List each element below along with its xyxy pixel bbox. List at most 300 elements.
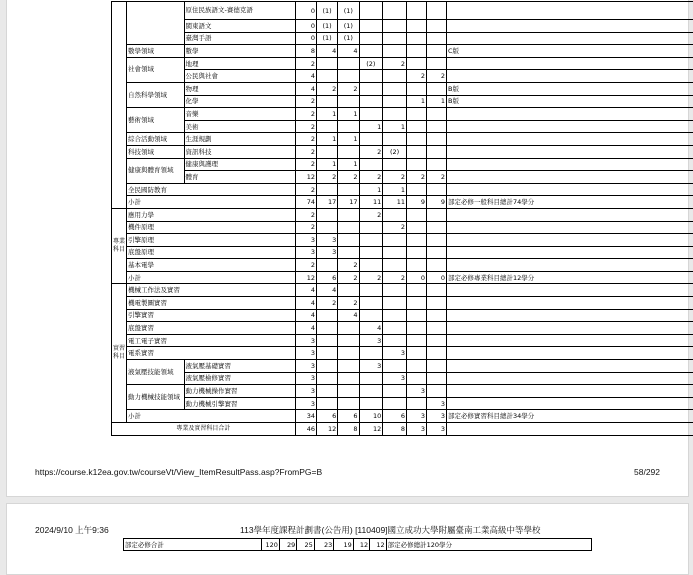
domain-cell: 機電製圖實習 [127, 297, 296, 310]
domain-cell: 科技領域 [127, 145, 185, 158]
subject-cell: 液氣壓檢修實習 [184, 372, 295, 385]
credit-cell [338, 234, 359, 247]
domain-cell: 全民國防教育 [127, 183, 296, 196]
note-cell [447, 171, 693, 184]
subject-cell: 動力機械引擎實習 [184, 397, 295, 410]
credit-cell [383, 246, 407, 259]
note-cell [447, 360, 693, 373]
credit-cell: 2 [295, 57, 316, 70]
table-cell: 12 [370, 539, 386, 551]
credit-cell: 2 [295, 259, 316, 272]
total-table [111, 538, 592, 551]
credit-cell: 4 [295, 322, 316, 335]
credit-cell [407, 133, 427, 146]
note-cell [447, 2, 693, 20]
table-row [112, 385, 693, 398]
credit-cell: 3 [295, 246, 316, 259]
credit-cell [338, 334, 359, 347]
credit-cell: 12 [295, 271, 316, 284]
subject-cell: 地理 [184, 57, 295, 70]
credit-cell [338, 120, 359, 133]
table-row [112, 410, 693, 423]
credit-cell [338, 372, 359, 385]
credit-cell [407, 57, 427, 70]
credit-cell: 2 [295, 183, 316, 196]
note-cell [447, 297, 693, 310]
credit-cell [407, 297, 427, 310]
credit-cell [338, 208, 359, 221]
credit-cell [359, 372, 383, 385]
credit-cell [383, 334, 407, 347]
pdf-page-58 [6, 0, 689, 497]
credit-cell [407, 284, 427, 297]
category-cell: 專業科目 [112, 208, 127, 284]
table-row [112, 196, 693, 209]
credit-cell: 2 [295, 158, 316, 171]
credit-cell [338, 70, 359, 83]
credit-cell: 1 [359, 183, 383, 196]
credit-cell [427, 45, 447, 58]
domain-cell: 小計 [127, 410, 296, 423]
credit-cell [427, 145, 447, 158]
credit-cell [338, 347, 359, 360]
credit-cell [383, 32, 407, 45]
credit-cell: 4 [295, 70, 316, 83]
credit-cell [338, 360, 359, 373]
credit-cell [338, 246, 359, 259]
table-row [112, 372, 693, 385]
table-row [112, 234, 693, 247]
table-row [112, 297, 693, 310]
credit-cell [383, 322, 407, 335]
subject-cell: 動力機械操作實習 [184, 385, 295, 398]
domain-cell: 引擎實習 [127, 309, 296, 322]
credit-cell: 3 [317, 234, 338, 247]
credit-cell [383, 284, 407, 297]
credit-cell: 2 [338, 82, 359, 95]
domain-cell: 小計 [127, 196, 296, 209]
credit-cell [383, 360, 407, 373]
table-row [112, 20, 693, 33]
credit-cell: 0 [427, 271, 447, 284]
table-row [112, 158, 693, 171]
credit-cell: 74 [295, 196, 316, 209]
credit-cell [359, 32, 383, 45]
pdf-page-59 [6, 503, 689, 575]
credit-cell [359, 397, 383, 410]
credit-cell: (1) [338, 32, 359, 45]
domain-cell: 數學領域 [127, 45, 185, 58]
table-cell: 25 [297, 539, 314, 551]
domain-cell: 底盤實習 [127, 322, 296, 335]
credit-cell: 1 [338, 158, 359, 171]
credit-cell [317, 347, 338, 360]
credit-cell: 2 [359, 208, 383, 221]
credit-cell: 1 [359, 120, 383, 133]
domain-cell: 底盤原理 [127, 246, 296, 259]
credit-cell: 4 [338, 309, 359, 322]
credit-cell: 3 [295, 234, 316, 247]
credit-cell [359, 234, 383, 247]
credit-cell [427, 259, 447, 272]
credit-cell: 1 [317, 108, 338, 121]
credit-cell: 0 [295, 32, 316, 45]
credit-cell: 2 [383, 271, 407, 284]
credit-cell: 3 [383, 347, 407, 360]
credit-cell [427, 334, 447, 347]
note-cell [447, 120, 693, 133]
credit-cell [427, 385, 447, 398]
subject-cell: 閩東語文 [184, 20, 295, 33]
credit-cell: 10 [359, 410, 383, 423]
note-cell [447, 385, 693, 398]
credit-cell: 0 [295, 2, 316, 20]
credit-cell: 2 [383, 221, 407, 234]
credit-cell: 4 [295, 82, 316, 95]
credit-cell [317, 95, 338, 108]
domain-cell: 綜合活動領域 [127, 133, 185, 146]
credit-cell: 2 [338, 297, 359, 310]
subject-cell: 體育 [184, 171, 295, 184]
note-cell [447, 397, 693, 410]
credit-cell [407, 158, 427, 171]
credit-cell: 2 [359, 171, 383, 184]
note-cell [447, 234, 693, 247]
print-url: https://course.k12ea.gov.tw/courseVt/View_ItemResultPass.asp?FromPG=B [35, 467, 322, 477]
credit-cell [317, 334, 338, 347]
credit-cell [407, 234, 427, 247]
credit-cell [427, 234, 447, 247]
credit-cell [338, 221, 359, 234]
credit-cell: 2 [338, 259, 359, 272]
credit-cell: (1) [317, 20, 338, 33]
category-cell: 專業及實習科目合計 [112, 423, 296, 436]
credit-cell: 2 [427, 171, 447, 184]
table-row [112, 423, 693, 436]
credit-cell [317, 57, 338, 70]
credit-cell: 3 [427, 397, 447, 410]
credit-cell: 8 [338, 423, 359, 436]
credit-cell [407, 322, 427, 335]
credit-cell: 11 [359, 196, 383, 209]
table-row [112, 309, 693, 322]
credit-cell: (1) [317, 32, 338, 45]
domain-cell: 引擎原理 [127, 234, 296, 247]
credit-cell [427, 158, 447, 171]
credit-cell [427, 57, 447, 70]
table-row [112, 322, 693, 335]
table-cell: 23 [314, 539, 334, 551]
credit-cell [359, 108, 383, 121]
domain-cell: 動力機械技能領域 [127, 385, 185, 410]
credit-cell [359, 385, 383, 398]
domain-cell [127, 2, 185, 45]
credit-cell: 1 [317, 133, 338, 146]
print-timestamp: 2024/9/10 上午9:36 [35, 524, 109, 536]
note-cell [447, 32, 693, 45]
credit-cell [407, 221, 427, 234]
credit-cell [383, 20, 407, 33]
curriculum-table [111, 1, 693, 436]
note-cell [447, 183, 693, 196]
credit-cell [383, 385, 407, 398]
note-cell [447, 347, 693, 360]
credit-cell [359, 45, 383, 58]
note-cell [447, 221, 693, 234]
table-row [112, 32, 693, 45]
credit-cell [317, 259, 338, 272]
note-cell [447, 145, 693, 158]
credit-cell: 3 [407, 410, 427, 423]
note-cell [447, 108, 693, 121]
domain-cell: 機件原理 [127, 221, 296, 234]
table-row [112, 171, 693, 184]
table-row [111, 539, 592, 551]
credit-cell: 8 [295, 45, 316, 58]
table-row [112, 347, 693, 360]
credit-cell [359, 20, 383, 33]
credit-cell [407, 20, 427, 33]
credit-cell: 6 [383, 410, 407, 423]
credit-cell [407, 2, 427, 20]
subject-cell: 健康與護理 [184, 158, 295, 171]
credit-cell: 2 [359, 271, 383, 284]
credit-cell: 1 [407, 95, 427, 108]
note-cell [447, 309, 693, 322]
credit-cell [427, 221, 447, 234]
credit-cell [427, 82, 447, 95]
credit-cell: 3 [383, 372, 407, 385]
table-cell: 29 [279, 539, 296, 551]
subject-cell: 資訊科技 [184, 145, 295, 158]
credit-cell [383, 95, 407, 108]
table-row [112, 2, 693, 20]
table-cell: 120 [262, 539, 279, 551]
table-row [112, 259, 693, 272]
credit-cell [407, 397, 427, 410]
credit-cell [317, 183, 338, 196]
subject-cell: 臺灣手語 [184, 32, 295, 45]
credit-cell: 2 [295, 133, 316, 146]
credit-cell [317, 385, 338, 398]
credit-cell [427, 297, 447, 310]
credit-cell [338, 385, 359, 398]
domain-cell: 機械工作法及實習 [127, 284, 296, 297]
credit-cell [383, 133, 407, 146]
credit-cell [383, 297, 407, 310]
credit-cell: 4 [359, 322, 383, 335]
credit-cell: 6 [317, 271, 338, 284]
table-row [112, 271, 693, 284]
credit-cell: 3 [295, 385, 316, 398]
credit-cell [359, 284, 383, 297]
credit-cell [383, 208, 407, 221]
credit-cell [407, 120, 427, 133]
subject-cell: 音樂 [184, 108, 295, 121]
credit-cell [338, 397, 359, 410]
table-row [112, 120, 693, 133]
credit-cell [359, 158, 383, 171]
credit-cell: 3 [295, 360, 316, 373]
credit-cell: 17 [338, 196, 359, 209]
credit-cell: 2 [407, 171, 427, 184]
credit-cell [338, 183, 359, 196]
table-row [112, 183, 693, 196]
credit-cell [407, 208, 427, 221]
table-row [112, 108, 693, 121]
domain-cell: 社會領域 [127, 57, 185, 82]
note-cell [447, 70, 693, 83]
credit-cell: 2 [383, 57, 407, 70]
table-cell [111, 539, 123, 551]
credit-cell: (1) [317, 2, 338, 20]
total-label: 部定必修合計 [123, 539, 262, 551]
table-cell: 12 [353, 539, 369, 551]
total-note: 部定必修總計120學分 [386, 539, 591, 551]
credit-cell [407, 309, 427, 322]
credit-cell [383, 397, 407, 410]
note-cell [447, 322, 693, 335]
credit-cell [407, 372, 427, 385]
credit-cell [407, 347, 427, 360]
credit-cell: 2 [317, 171, 338, 184]
table-row [112, 360, 693, 373]
category-cell: 實習科目 [112, 284, 127, 423]
credit-cell: 9 [407, 196, 427, 209]
domain-cell: 藝術領域 [127, 108, 185, 133]
table-row [112, 45, 693, 58]
credit-cell [427, 133, 447, 146]
credit-cell [317, 120, 338, 133]
credit-cell [427, 20, 447, 33]
credit-cell: 6 [338, 410, 359, 423]
table-row [112, 133, 693, 146]
credit-cell [427, 2, 447, 20]
note-cell: B版 [447, 95, 693, 108]
note-cell: B版 [447, 82, 693, 95]
credit-cell: 1 [317, 158, 338, 171]
note-cell: 部定必修實習科目總計34學分 [447, 410, 693, 423]
credit-cell: 1 [427, 95, 447, 108]
credit-cell [407, 145, 427, 158]
subject-cell: 生涯規劃 [184, 133, 295, 146]
credit-cell: 2 [427, 70, 447, 83]
note-cell [447, 158, 693, 171]
note-cell [447, 246, 693, 259]
credit-cell: 1 [383, 183, 407, 196]
subject-cell: 數學 [184, 45, 295, 58]
note-cell [447, 423, 693, 436]
credit-cell [427, 120, 447, 133]
credit-cell: 2 [317, 297, 338, 310]
credit-cell [383, 158, 407, 171]
subject-cell: 化學 [184, 95, 295, 108]
note-cell [447, 284, 693, 297]
domain-cell: 自然科學領域 [127, 82, 185, 107]
credit-cell [359, 133, 383, 146]
credit-cell: 3 [295, 347, 316, 360]
credit-cell: 9 [427, 196, 447, 209]
credit-cell: 4 [295, 284, 316, 297]
page-number: 58/292 [634, 467, 660, 477]
credit-cell: 0 [295, 20, 316, 33]
credit-cell [407, 82, 427, 95]
subject-cell: 原住民族語文-賽德克語 [184, 2, 295, 20]
credit-cell [427, 208, 447, 221]
credit-cell [359, 347, 383, 360]
table-row [112, 70, 693, 83]
credit-cell: 46 [295, 423, 316, 436]
note-cell: 部定必修專業科目總計12學分 [447, 271, 693, 284]
credit-cell: 2 [338, 271, 359, 284]
domain-cell: 應用力學 [127, 208, 296, 221]
credit-cell [359, 2, 383, 20]
credit-cell: 3 [295, 372, 316, 385]
credit-cell: 2 [295, 208, 316, 221]
credit-cell: 3 [407, 423, 427, 436]
credit-cell: 8 [383, 423, 407, 436]
credit-cell: 11 [383, 196, 407, 209]
table-row [112, 82, 693, 95]
credit-cell [317, 208, 338, 221]
credit-cell [383, 45, 407, 58]
domain-cell: 電工電子實習 [127, 334, 296, 347]
credit-cell: 4 [295, 309, 316, 322]
domain-cell: 基本電學 [127, 259, 296, 272]
credit-cell [427, 183, 447, 196]
credit-cell [427, 32, 447, 45]
table-row [112, 95, 693, 108]
credit-cell [317, 372, 338, 385]
credit-cell [317, 322, 338, 335]
table-row [112, 145, 693, 158]
credit-cell: 2 [383, 171, 407, 184]
credit-cell: 34 [295, 410, 316, 423]
credit-cell: 3 [427, 423, 447, 436]
credit-cell [383, 234, 407, 247]
credit-cell [359, 70, 383, 83]
table-cell: 19 [334, 539, 354, 551]
credit-cell: 1 [383, 120, 407, 133]
credit-cell [359, 221, 383, 234]
credit-cell [407, 108, 427, 121]
credit-cell [383, 259, 407, 272]
domain-cell: 電系實習 [127, 347, 296, 360]
credit-cell: 12 [359, 423, 383, 436]
credit-cell [407, 183, 427, 196]
credit-cell [359, 82, 383, 95]
credit-cell: (2) [383, 145, 407, 158]
credit-cell [317, 221, 338, 234]
note-cell [447, 259, 693, 272]
credit-cell [383, 70, 407, 83]
credit-cell: 2 [295, 120, 316, 133]
note-cell: 部定必修一般科目總計74學分 [447, 196, 693, 209]
note-cell [447, 372, 693, 385]
subject-cell: 物理 [184, 82, 295, 95]
credit-cell [338, 322, 359, 335]
credit-cell: (1) [338, 2, 359, 20]
credit-cell [383, 2, 407, 20]
credit-cell [407, 360, 427, 373]
domain-cell: 液氣壓技能領域 [127, 360, 185, 385]
credit-cell: 4 [317, 284, 338, 297]
credit-cell [359, 246, 383, 259]
credit-cell [317, 397, 338, 410]
subject-cell: 公民與社會 [184, 70, 295, 83]
credit-cell [427, 246, 447, 259]
credit-cell [383, 82, 407, 95]
